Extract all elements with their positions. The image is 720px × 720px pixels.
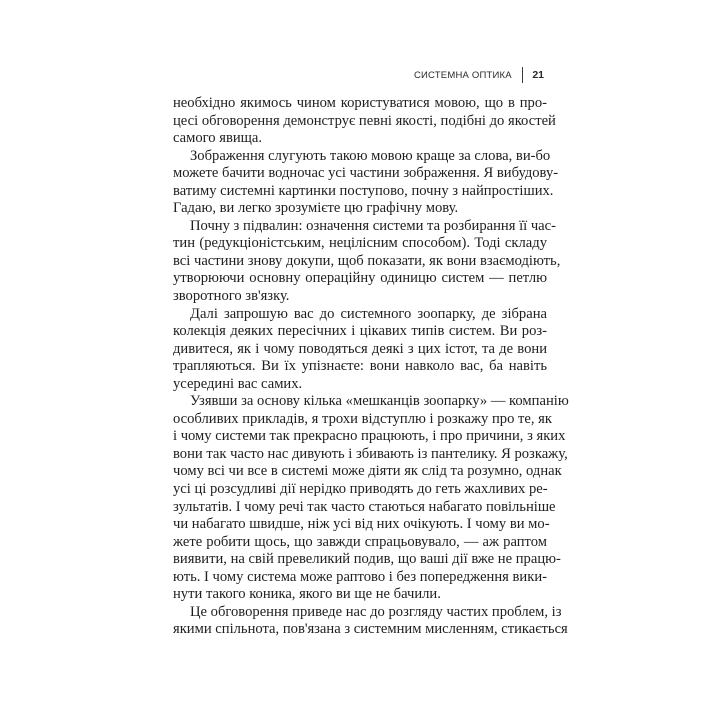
- text-line: чи набагато швидше, ніж усі від них очікують. І чому ви мо-: [173, 516, 550, 533]
- body-text: [173, 95, 569, 639]
- text-line: всі частини знову докупи, щоб показати, як вони взаємодіють,: [173, 252, 561, 269]
- paragraph: [173, 95, 556, 148]
- header-divider: [522, 67, 524, 83]
- text-line: ватиму системні картинки поступово, почну з найпростіших.: [173, 182, 554, 199]
- text-line: ють. І чому система може раптово і без попередження вики-: [173, 568, 547, 585]
- text-line: усі ці розсудливі дії нерідко приводять до геть жахливих ре-: [173, 481, 548, 498]
- running-head: [414, 67, 544, 83]
- running-title: СИСТЕМНА ОПТИКА: [413, 69, 512, 81]
- text-line: і чому системи так прекрасно працюють, і про причини, з яких: [173, 428, 566, 445]
- paragraph: [173, 306, 547, 394]
- text-line: зворотного зв'язку.: [173, 288, 290, 305]
- text-line: Це обговорення приведе нас до розгляду частих проблем, із: [190, 603, 562, 620]
- paragraph: [173, 393, 569, 604]
- text-line: необхідно якимось чином користуватися мовою, що в про-: [173, 95, 547, 111]
- text-line: Почну з підвалин: означення системи та розбирання її час-: [190, 217, 556, 234]
- text-line: усередині вас самих.: [173, 375, 303, 392]
- text-line: виявити, на свій превеликий подив, що ваші дії вже не працю-: [173, 551, 561, 568]
- text-line: тин (редукціоністським, нецілісним способом). Тоді складу: [173, 235, 547, 252]
- page-number: 21: [532, 69, 544, 81]
- text-line: зультатів. І чому речі так часто стаються набагато повільніше: [173, 498, 556, 515]
- text-line: Гадаю, ви легко зрозумієте цю графічну мову.: [173, 200, 459, 217]
- text-line: вони так часто нас дивують і збивають із пантелику. Я розкажу,: [173, 445, 568, 462]
- text-line: жете робити щось, що завжди спрацьовувало, — аж раптом: [173, 533, 547, 550]
- text-line: Далі запрошую вас до системного зоопарку, де зібрана: [190, 305, 547, 322]
- text-line: чому всі чи все в системі може діяти як слід та розумно, однак: [173, 463, 562, 480]
- text-line: Узявши за основу кілька «мешканців зоопарку» — компанію: [190, 393, 569, 410]
- paragraph: [173, 217, 561, 306]
- text-line: особливих прикладів, я трохи відступлю і розкажу про те, як: [173, 410, 552, 427]
- paragraph: [173, 147, 559, 218]
- text-line: дивитеся, як і чому поводяться деякі з цих істот, та де вони: [173, 340, 547, 357]
- text-line: цесі обговорення демонструє певні якості, подібні до якостей: [173, 112, 556, 129]
- text-line: Зображення слугують такою мовою краще за слова, ви-бо: [190, 147, 551, 164]
- text-line: якими спільнота, пов'язана з системним мисленням, стикається: [173, 621, 568, 638]
- text-line: утворюючи основну операційну одиницю систем — петлю: [173, 270, 547, 287]
- text-line: нути такого коника, якого ви ще не бачили.: [173, 586, 441, 603]
- paragraph: [173, 603, 568, 639]
- text-line: самого явища.: [173, 130, 263, 147]
- text-line: можете бачити водночас усі частини зображення. Я вибудову-: [173, 165, 559, 182]
- text-line: колекція деяких пересічних і цікавих типів систем. Ви роз-: [173, 323, 547, 340]
- text-line: трапляються. Ви їх упізнаєте: вони навколо вас, ба навіть: [173, 358, 547, 375]
